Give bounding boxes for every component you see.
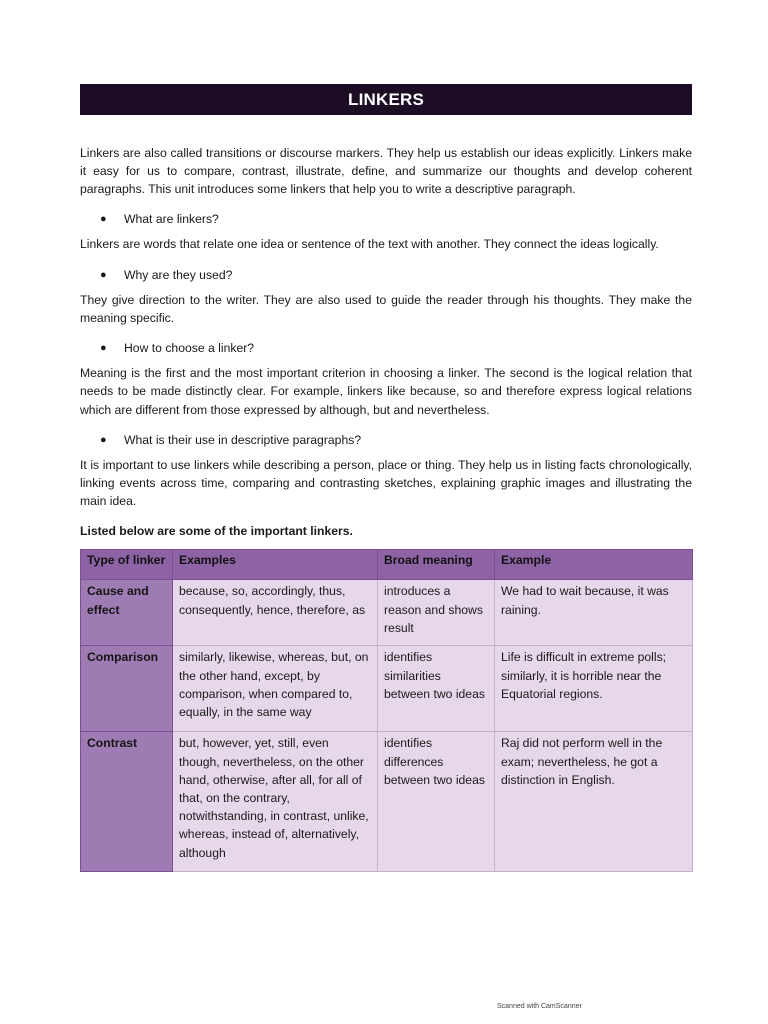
linker-type: Cause and effect: [81, 580, 173, 646]
answer-paragraph: It is important to use linkers while describing a person, place or thing. They help us in listing facts chronologically, linking events across time, comparing and contrasting sketches, explaining graphic images and illustrating the main idea.: [80, 457, 692, 509]
question-text: What is their use in descriptive paragraphs?: [124, 432, 362, 447]
bullet-how-to-choose: [100, 339, 692, 357]
linker-meaning: identifies differences between two ideas: [378, 732, 495, 872]
question-text: Why are they used?: [124, 267, 233, 282]
linker-type: Comparison: [81, 646, 173, 732]
bullet-icon: ●: [100, 342, 107, 355]
linker-sentence: We had to wait because, it was raining.: [495, 580, 693, 646]
scanner-watermark: Scanned with CamScanner: [497, 1003, 582, 1010]
bullet-icon: ●: [100, 433, 107, 446]
table-header-row: [81, 550, 693, 580]
answer-paragraph: Meaning is the first and the most important criterion in choosing a linker. The second is the logical relation that needs to be made distinctly clear. For example, linkers like because, so and therefore express logical relations which are different from those expressed by although, but and nevertheless.: [80, 366, 692, 417]
bullet-why-used: [100, 266, 692, 284]
answer-paragraph: Linkers are words that relate one idea or sentence of the text with another. They connect the ideas logically.: [80, 236, 659, 251]
title-bar: [80, 84, 692, 115]
linker-sentence: Life is difficult in extreme polls; similarly, it is horrible near the Equatorial regions.: [495, 646, 693, 732]
linker-type: Contrast: [81, 732, 173, 872]
bullet-what-are-linkers: [100, 210, 692, 228]
document-page: [80, 84, 692, 872]
bullet-icon: ●: [100, 212, 107, 225]
table-caption: Listed below are some of the important linkers.: [80, 524, 353, 539]
linker-sentence: Raj did not perform well in the exam; nevertheless, he got a distinction in English.: [495, 732, 693, 872]
linker-meaning: introduces a reason and shows result: [378, 580, 495, 646]
bullet-descriptive-use: [100, 431, 692, 449]
bullet-icon: ●: [100, 268, 107, 281]
linker-examples: but, however, yet, still, even though, nevertheless, on the other hand, otherwise, after all, for all of that, on the contrary, notwithstanding, in contrast, unlike, whereas, instead of, alternatively, although: [173, 732, 378, 872]
question-text: What are linkers?: [124, 211, 219, 226]
page-title: LINKERS: [347, 89, 425, 109]
intro-paragraph: Linkers are also called transitions or discourse markers. They help us establish our ideas explicitly. Linkers make it easy for us to compare, contrast, illustrate, define, and summarize our thoughts and develop coherent paragraphs. This unit introduces some linkers that help you to write a descriptive paragraph.: [80, 146, 692, 197]
table-row: [81, 732, 693, 872]
header-broad-meaning: Broad meaning: [378, 550, 495, 580]
question-text: How to choose a linker?: [124, 341, 255, 356]
header-type: Type of linker: [81, 550, 173, 580]
linker-examples: similarly, likewise, whereas, but, on the other hand, except, by comparison, when compared to, equally, in the same way: [173, 646, 378, 732]
header-example: Example: [495, 550, 693, 580]
linkers-table: [80, 549, 693, 872]
header-examples: Examples: [173, 550, 378, 580]
answer-paragraph: They give direction to the writer. They are also used to guide the reader through his thoughts. They make the meaning specific.: [80, 292, 692, 326]
linker-examples: because, so, accordingly, thus, consequently, hence, therefore, as: [173, 580, 378, 646]
table-row: [81, 646, 693, 732]
linker-meaning: identifies similarities between two ideas: [378, 646, 495, 732]
table-row: [81, 580, 693, 646]
